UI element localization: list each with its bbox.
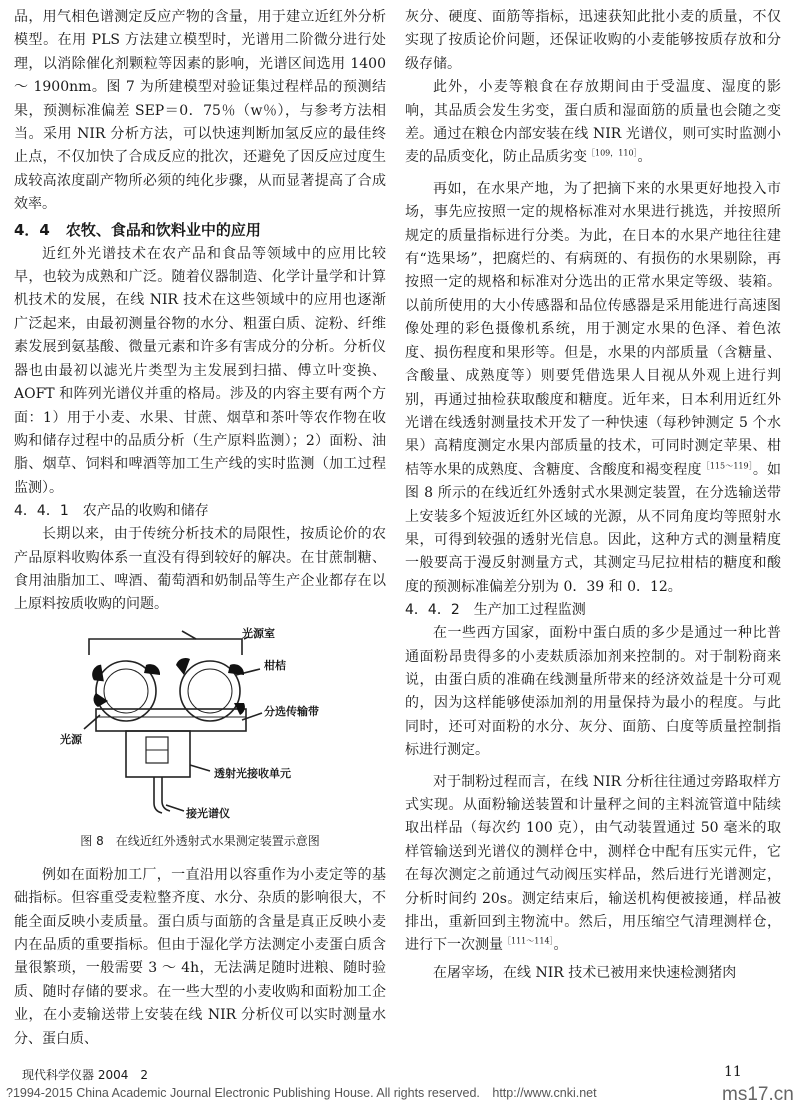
subsection-heading-4-4-2 [405,599,781,622]
paragraph [405,178,781,599]
reference-citation: ［109，110］ [587,148,638,158]
left-column [14,6,386,1051]
journal-footer: 现代科学仪器 2004 2 [22,1068,148,1082]
label-light-source: 光源 [60,732,82,746]
label-conveyor: 分选传输带 [264,704,319,718]
page-number: 11 [724,1064,742,1080]
label-spectrometer: 接光谱仪 [186,806,230,820]
paragraph: 灰分、硬度、面筋等指标，迅速获知此批小麦的质量，不仅实现了按质论价问题，还保证收购的小麦能够按质存放和分级存储。 [405,9,781,72]
section-heading-4-4 [14,219,386,242]
figure-caption: 图 8 在线近红外透射式水果测定装置示意图 [80,833,320,848]
receiver-unit [126,731,190,777]
paragraph: 对于制粉过程而言，在线 NIR 分析往往通过旁路取样方式实现。从面粉输送装置和计量秤之间的主料流管道中陆续取出样品（每次约 100 克），由气动装置通过 50 毫米的取样管输送到光谱仪的测样仓中，测样仓中配有压实元件，它在每次测定之前通过气动阀压实样品，然后进行光谱测定，分析时间约 20s。测定结束后，输送机构便被接通，样品被排出，重新回到主物流中。然后，用压缩空气清理测样仓，进行下一次测量$^{[111\sim 114]}$。 [405,773,781,954]
copyright-notice: ?1994-2015 China Academic Journal Electronic Publishing House. All rights reserved. http://www.cnki.net [6,1086,597,1100]
light-chamber-outline [89,639,242,655]
label-receiver: 透射光接收单元 [214,766,291,780]
subsection-title: 农产品的收购和储存 [82,503,209,520]
paragraph: 在一些西方国家，面粉中蛋白质的多少是通过一种比普通面粉昂贵得多的小麦麸质添加剂来控制的。对于制粉商来说，由蛋白质的准确在线测量所带来的经济效益是十分可观的，因为这样能够使添加剂的用量保持为最小的程度。与此同时，还可对面粉的水分、灰分、面筋、白度等质量控制指标进行测定。 [405,625,781,759]
paragraph-text: 。如图 8 所示的在线近红外透射式水果测定装置，在分选输送带上安装多个短波近红外区域的光源，从不同角度均等照射水果，可得到较强的透射光信息。因此，这种方式的测量精度一般要高于漫反射测量方式，其测定马尼拉柑桔的糖度和酸度的预测标准偏差分别为 0．39 和 0．12。 [405,461,782,595]
paragraph-text: 对于制粉过程而言，在线 NIR 分析往往通过旁路取样方式实现。从面粉输送装置和计量秤之间的主料流管道中陆续取出样品（每次约 100 克），由气动装置通过 50 毫米的取样管输送到光谱仪的测样仓中，测样仓中配有压实元件，它在每次测定之前通过气动阀压实样品，然后进行光谱测定，分析时间约 20s。测定结束后，输送机构便被接通，样品被排出，重新回到主物流中。然后，用压缩空气清理测样仓，进行下一次测量 [405,773,781,954]
subsection-title: 生产加工过程监测 [473,602,586,619]
figure-8-diagram [14,625,386,830]
subsection-number: 4．4．2 [405,602,460,619]
site-watermark: ms17.cn [722,1084,794,1105]
fiber-cable [154,777,162,813]
subsection-heading-4-4-1 [14,500,386,523]
right-column [405,6,781,985]
paragraph: 此外，小麦等粮食在存放期间由于受温度、湿度的影响，其品质会发生劣变，蛋白质和湿面筋的质量也会随之变差。通过在粮仓内部安装在线 NIR 光谱仪，则可实时监测小麦的品质变化，防止品质劣变$^{[109,110]}$。 [405,79,781,166]
reference-citation: ［111～114］ [503,936,554,946]
reference-citation: ［115～119］ [701,461,753,471]
paragraph-text: 此外，小麦等粮食在存放期间由于受温度、湿度的影响，其品质会发生劣变，蛋白质和湿面筋的质量也会随之变差。通过在粮仓内部安装在线 NIR 光谱仪，则可实时监测小麦的品质变化，防止品质劣变 [405,79,781,166]
label-light-chamber: 光源室 [242,626,275,640]
section-title: 农牧、食品和饮料业中的应用 [65,220,261,239]
paragraph-text: 再如，在水果产地，为了把摘下来的水果更好地投入市场，事先应按照一定的规格标准对水果进行挑选，并按照所规定的质量指标进行分类。为此，在日本的水果产地往往建有“选果场”，把腐烂的、有病斑的、有损伤的水果剔除，再按照一定的规格和标准对分选出的正常水果定等级、装箱。以前所使用的大小传感器和品位传感器是采用能进行高速图像处理的彩色摄像机系统，用于测定水果的色泽、着色浓度、损伤程度和果形等。但是，水果的内部质量（含糖量、含酸量、成熟度等）则要凭借选果人目视从外观上进行判别，再通过抽检获取酸度和糖度。近年来，日本利用近红外光谱在线透射测量技术开发了一种快速（每秒钟测定 5 个水果）高精度测定水果内部质量的技术，可同时测定苹果、柑桔等水果的成熟度、含糖度、含酸度和褐变程度 [405,180,781,478]
paragraph: 长期以来，由于传统分析技术的局限性，按质论价的农产品原料收购体系一直没有得到较好的解决。在甘蔗制糖、食用油脂加工、啤酒、葡萄酒和奶制品等生产企业都存在以上原料按质收购的问题。 [14,526,386,613]
label-citrus: 柑桔 [264,658,286,672]
paragraph: 在屠宰场，在线 NIR 技术已被用来快速检测猪肉 [433,964,737,981]
section-number: 4．4 [14,220,50,239]
fruit-measurement-device-drawing [14,625,386,830]
paragraph: 近红外光谱技术在农产品和食品等领域中的应用比较早，也较为成熟和广泛。随着仪器制造、化学计量学和计算机技术的发展，在线 NIR 技术在这些领域中的应用也逐渐广泛起来，由最初测量谷物的水分、粗蛋白质、淀粉、纤维素发展到氨基酸、微量元素和许多有害成分的分析。分析仪器也由最初以滤光片类型为主发展到扫描、傅立叶变换、AOFT 和阵列光谱仪并重的格局。涉及的内容主要有两个方面：1）用于小麦、水果、甘蔗、烟草和茶叶等农作物在收购和储存过程中的品质分析（生产原料监测）；2）面粉、油脂、烟草、饲料和啤酒等加工生产线的实时监测（加工过程监测）。 [14,245,386,496]
paragraph: 例如在面粉加工厂，一直沿用以容重作为小麦定等的基础指标。但容重受麦粒整齐度、水分、杂质的影响很大，不能全面反映小麦质量。蛋白质与面筋的含量是真正反映小麦内在品质的重要指标。但由于湿化学方法测定小麦蛋白质含量很繁琐，一般需要 3 ～ 4h，无法满足随时进粮、随时验质、随时存储的要求。在一些大型的小麦收购和面粉加工企业，在小麦输送带上安装在线 NIR 分析仪可以实时测量水分、蛋白质、 [14,866,386,1047]
paragraph: 品，用气相色谱测定反应产物的含量，用于建立近红外分析模型。在用 PLS 方法建立模型时，光谱用二阶微分进行处理，以消除催化剂颗粒等因素的影响，光谱区间选用 1400 ～ 1900nm。图 7 为所建模型对验证集过程样品的预测结果，预测标准偏差 SEP＝0．75％（w％），与参考方法相当。采用 NIR 分析方法，可以快速判断加氢反应的最佳终止点，不仅加快了合成反应的批次，还避免了因反应过度生成较高浓度副产物所必须的纯化步骤，从而显著提高了合成效率。 [14,9,386,213]
light-sources [88,658,244,715]
subsection-number: 4．4．1 [14,503,69,520]
